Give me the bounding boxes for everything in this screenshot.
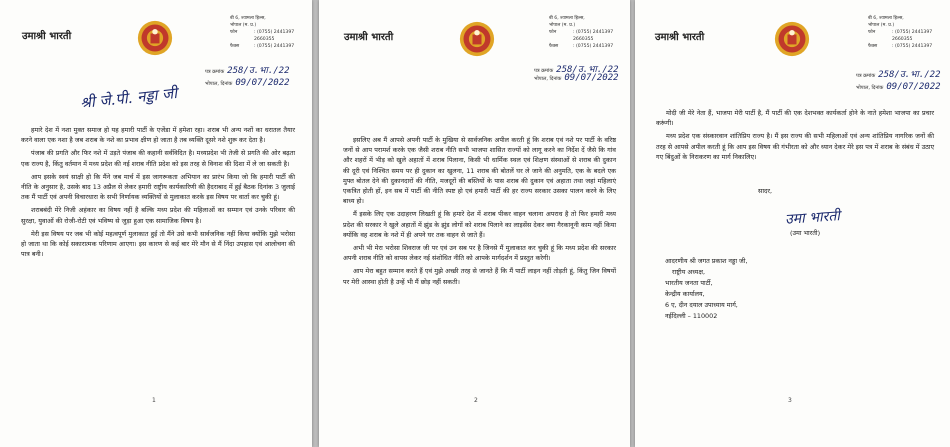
sender-name: उमाश्री भारती [655, 32, 705, 43]
contact-block: बी 6, श्यामला हिल्स, भोपाल (म. प्र.) फोन : (0755) 2441397 2660355 फैक्स : (0755) 2441397 [549, 16, 614, 49]
letter-body [343, 135, 616, 290]
letter-date: भोपाल, दिनांक 09/07/2022 [856, 82, 941, 92]
letter-page-3 [635, 0, 950, 447]
paragraph: हमारे देश में नशा मुक्त समाज हो यह हमारी पार्टी के एजेंडा में हमेशा रहा। शराब भी अन्य नशों का धरातल तैयार करने वाला एक नशा है जब शराब के नशे का प्रभाव क्षीण हो जाता है तब व्यक्ति दूसरे नशे शुरू कर देता है। [21, 126, 295, 145]
letter-page-2 [319, 0, 630, 447]
emblem-icon [459, 21, 495, 57]
emblem-icon [137, 20, 173, 56]
paragraph: अभी भी मेरा भरोसा शिवराज जी पर एवं उन सब पर है जिनसे मैं मुलाकात कर चुकी हूं कि मध्य प्रदेश की सरकार अपनी शराब नीति को वापस लेकर नई संशोधित नीति को आपके मार्गदर्शन में प्रस्तुत करेगी। [343, 244, 616, 263]
paragraph: पंजाब की प्रगति और फिर नशे में उड़ते पंजाब की कहानी सर्वविदित है। मध्यप्रदेश भी तेजी से प्रगति की ओर बढ़ता एक राज्य है, किंतु वर्तमान में मध्य प्रदेश की नई शराब नीति प्रदेश को इस तरह से विनाश की दिशा में ले जा सकती है। [21, 149, 295, 168]
reference-number: पत्र क्रमांक 258/उ.भा./22 [534, 65, 619, 75]
letter-date: भोपाल, दिनांक 09/07/2022 [205, 78, 290, 88]
reference-number: पत्र क्रमांक 258/उ.भा./22 [205, 66, 290, 76]
page-number: 1 [152, 397, 156, 404]
paragraph: मोदी जी मेरे नेता हैं, भाजपा मेरी पार्टी है, मैं पार्टी की एक देशभक्त कार्यकर्ता होने के नाते हमेशा भाजपा का प्रचार करूंगी। [656, 109, 934, 128]
paragraph: इसलिए अब मैं आपसे अपनी पार्टी के मुखिया से सार्वजनिक अपील करती हूं कि शराब एवं नशे पर पार्टी के वरिष्ठ जनों से आप परामर्श करके एक जैसी शराब नीति सभी भाजपा शासित राज्यों को लागू करने का निर्देश दें जैसे कि गांव और शहरों में भीड़ को खुले अहातों में शराब पिलाना, किसी भी धार्मिक स्थल एवं शिक्षण संस्थाओं से शराब की दुकान की दूरी एवं निश्चित समय पर ही दुकान का खुलना, 11 शराब की बोतलें घर ले जाने की अनुमति, एक के बदले एक मुफ्त बोतल देने की दुकानदारों की नीति, मजदूरों की बस्तियों के पास शराब की दुकान एवं अहाता तथा जहां महिलाएं एकत्रित होती हों, इन सब में पार्टी की नीति स्पष्ट हो एवं हमारी पार्टी की हर राज्य सरकार उसका पालन करने के लिए बाध्य हो। [343, 136, 616, 206]
letter-body [656, 108, 934, 165]
reference-number: पत्र क्रमांक 258/उ.भा./22 [856, 70, 941, 80]
contact-block: बी 6, श्यामला हिल्स, भोपाल (म. प्र.) फोन : (0755) 2441397 2660355 फैक्स : (0755) 2441397 [868, 16, 933, 49]
signatory-name: (उमा भारती) [790, 229, 821, 237]
contact-block: बी 6, श्यामला हिल्स, भोपाल (म. प्र.) फोन : (0755) 2441397 2660355 फैक्स : (0755) 2441397 [230, 16, 295, 49]
salutation: सादर, [758, 187, 773, 195]
handwritten-addressee: श्री जे.पी. नड्डा जी [79, 83, 178, 113]
sender-name: उमाश्री भारती [22, 31, 72, 42]
paragraph: शराबबंदी मेरे निजी अहंकार का विषय नहीं है बल्कि मध्य प्रदेश की महिलाओं का सम्मान एवं उनके परिवार की सुरक्षा, युवाओं की रोजी-रोटी एवं भविष्य से जुड़ा हुआ एक सामाजिक विषय है। [21, 206, 295, 225]
paragraph: आप मेरा बहुत सम्मान करते हैं एवं मुझे अच्छी तरह से जानते हैं कि मैं पार्टी लाइन नहीं तोड़ती हूं, किंतु जिन विषयों पर मेरी आस्था होती है उन्हें भी मैं छोड़ नहीं सकती। [343, 267, 616, 286]
page-number: 2 [474, 397, 478, 404]
sender-name: उमाश्री भारती [344, 32, 394, 43]
paragraph: आप इसके स्वयं साक्षी हो कि मैंने जब मार्च में इस जागरूकता अभियान का प्रारंभ किया जो कि हमारी पार्टी की नीति के अनुसार है, उसके बाद 13 अप्रैल से लेकर हमारी राष्ट्रीय कार्यकारिणी की हैदराबाद में हुई बैठक दिनांक 3 जुलाई तक मैं पार्टी एवं अपनी विचारधारा के सभी निर्णायक व्यक्तियों से मुलाकात करके इस विषय पर वार्ता कर चुकी हूं। [21, 172, 295, 202]
page-number: 3 [788, 397, 792, 404]
letter-date: भोपाल, दिनांक 09/07/2022 [534, 73, 619, 83]
paragraph: मैं इसके लिए एक उदाहरण लिखती हूं कि हमारे देश में शराब पीकर वाहन चलाना अपराध है तो फिर हमारी मध्य प्रदेश की सरकार ने खुले अहातों में झुंड के झुंड लोगों को शराब पिलाने का लाइसेंस देकर क्या गैरकानूनी काम नहीं किया क्योंकि वह शराब के नशे में ही अपने घर तक वाहन से जाते हैं। [343, 210, 616, 239]
letter-body [21, 125, 295, 262]
recipient-address: आदरणीय श्री जगत प्रकाश नड्डा जी, राष्ट्रीय अध्यक्ष, भारतीय जनता पार्टी, केन्द्रीय कार्यालय, 6 ए, दीन दयाल उपाध्याय मार्ग, नईदिल्ली – 110002 [665, 257, 748, 320]
emblem-icon [774, 21, 810, 57]
signature: उमा भारती [784, 208, 841, 228]
letter-page-1 [0, 0, 312, 447]
paragraph: मेरी इस विषय पर जब भी कोई महत्वपूर्ण मुलाकात हुई तो मैंने उसे कभी सार्वजनिक नहीं किया क्योंकि मुझे भरोसा हो जाता था कि कोई सकारात्मक परिणाम आएगा। इस कारण से कई बार मेरे मौन से मैं निंदा उपहास एवं आलोचना की पात्र बनी। [21, 229, 295, 259]
paragraph: मध्य प्रदेश एक संस्कारवान शांतिप्रिय राज्य है। मैं इस राज्य की सभी महिलाओं एवं अन्य शांतिप्रिय नागरिक जनों की तरह से आपसे अपील करती हूं कि आप इस विषय की गंभीरता को और ध्यान देकर मेरे इस पत्र में शराब के संबंध में उठाए गए बिंदुओं के निराकरण का मार्ग निकालिए। [656, 132, 934, 161]
